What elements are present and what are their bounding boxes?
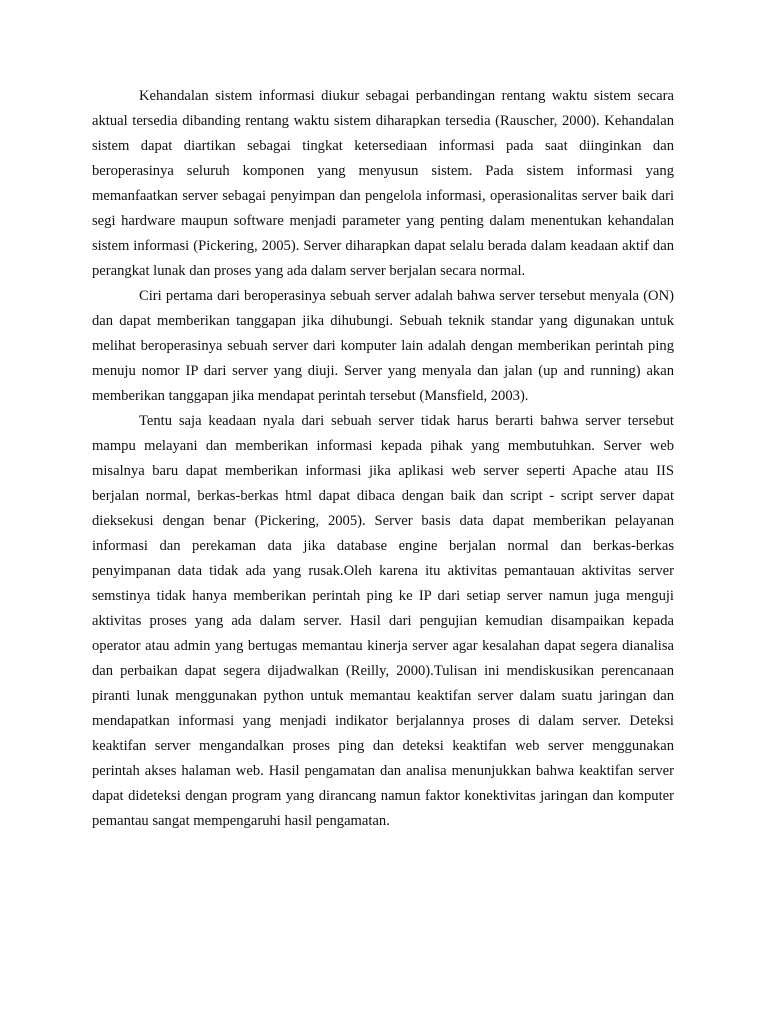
paragraph-ciri-server-menyala: Ciri pertama dari beroperasinya sebuah server adalah bahwa server tersebut menyala (ON) dan dapat memberikan tanggapan jika dihubungi. Sebuah teknik standar yang digunakan untuk melihat beroperasinya sebuah server dari komputer lain adalah dengan memberikan perintah ping menuju nomor IP dari server yang diuji. Server yang menyala dan jalan (up and running) akan memberikan tanggapan jika mendapat perintah tersebut (Mansfield, 2003).	[92, 288, 674, 404]
document-page	[92, 84, 674, 834]
paragraph-keadaan-nyala-server: Tentu saja keadaan nyala dari sebuah server tidak harus berarti bahwa server tersebut mampu melayani dan memberikan informasi kepada pihak yang membutuhkan. Server web misalnya baru dapat memberikan informasi jika aplikasi web server seperti Apache atau IIS berjalan normal, berkas-berkas html dapat dibaca dengan baik dan script - script server dapat dieksekusi dengan benar (Pickering, 2005). Server basis data dapat memberikan pelayanan informasi dan perekaman data jika database engine berjalan normal dan berkas-berkas penyimpanan data tidak ada yang rusak.Oleh karena itu aktivitas pemantauan aktivitas server semstinya tidak hanya memberikan perintah ping ke IP dari setiap server namun juga menguji aktivitas proses yang ada dalam server. Hasil dari pengujian kemudian disampaikan kepada operator atau admin yang bertugas memantau kinerja server agar kesalahan dapat segera dianalisa dan perbaikan dapat segera dijadwalkan (Reilly, 2000).Tulisan ini mendiskusikan perencanaan piranti lunak menggunakan python untuk memantau keaktifan server dalam suatu jaringan dan mendapatkan informasi yang menjadi indikator berjalannya proses di dalam server. Deteksi keaktifan server mengandalkan proses ping dan deteksi keaktifan web server menggunakan perintah akses halaman web. Hasil pengamatan dan analisa menunjukkan bahwa keaktifan server dapat dideteksi dengan program yang dirancang namun faktor konektivitas jaringan dan komputer pemantau sangat mempengaruhi hasil pengamatan.	[92, 413, 674, 829]
paragraph-kehandalan-sistem: Kehandalan sistem informasi diukur sebagai perbandingan rentang waktu sistem secara aktual tersedia dibanding rentang waktu sistem diharapkan tersedia (Rauscher, 2000). Kehandalan sistem dapat diartikan sebagai tingkat ketersediaan informasi pada saat diinginkan dan beroperasinya seluruh komponen yang menyusun sistem. Pada sistem informasi yang memanfaatkan server sebagai penyimpan dan pengelola informasi, operasionalitas server baik dari segi hardware maupun software menjadi parameter yang penting dalam menentukan kehandalan sistem informasi (Pickering, 2005). Server diharapkan dapat selalu berada dalam keadaan aktif dan perangkat lunak dan proses yang ada dalam server berjalan secara normal.	[92, 88, 674, 279]
